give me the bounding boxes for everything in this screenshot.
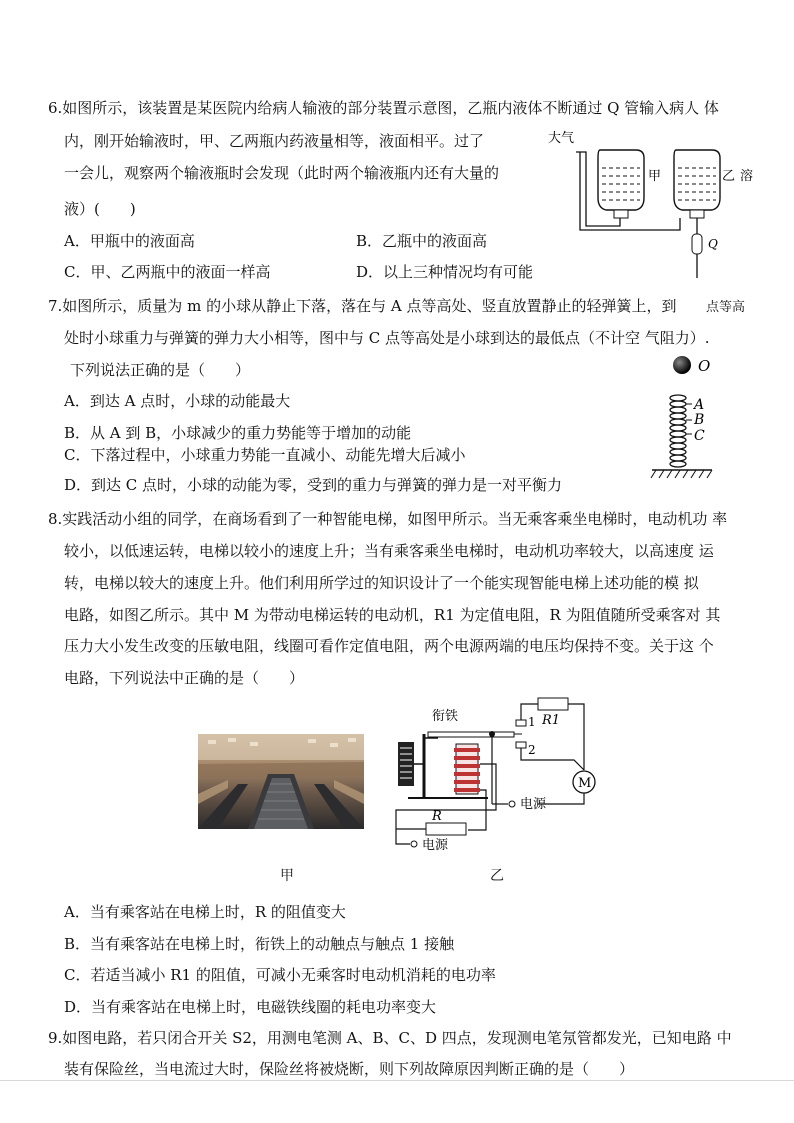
- q7-overlap-text: 点等高: [706, 300, 746, 315]
- q8-line-1: 8.实践活动小组的同学，在商场看到了一种智能电梯，如图甲所示。当无乘客乘坐电梯时，电动机功 率: [48, 510, 728, 528]
- q8-line-4: 电路，如图乙所示。其中 M 为带动电梯运转的电动机，R1 为定值电阻，R 为阻值随所受乘客对 其: [64, 606, 721, 624]
- q7-option-d: D．到达 C 点时，小球的动能为零，受到的重力与弹簧的弹力是一对平衡力: [64, 476, 563, 494]
- escalator-photo: [198, 734, 364, 829]
- q6-option-b: B．乙瓶中的液面高: [356, 232, 488, 250]
- contact-1-icon: [516, 720, 526, 726]
- q7-option-a: A．到达 A 点时，小球的动能最大: [64, 392, 291, 410]
- point-o-label: O: [698, 357, 711, 375]
- armature-icon: [428, 732, 514, 737]
- q7-line-1: 7.如图所示，质量为 m 的小球从静止下落，落在与 A 点等高处、竖直放置静止的轻弹簧上，到: [48, 297, 677, 315]
- q6-line-1: 6.如图所示，该装置是某医院内给病人输液的部分装置示意图，乙瓶内液体不断通过 Q 管输入病人 体: [48, 99, 719, 117]
- q6-line-2: 内，刚开始输液时，甲、乙两瓶内药液量相等，液面相平。过了: [64, 132, 485, 150]
- contact-2-label: 2: [528, 743, 536, 757]
- ball-icon: [673, 356, 691, 374]
- q7-option-b: B．从 A 到 B，小球减少的重力势能等于增加的动能: [64, 424, 412, 442]
- q7-line-3: 下列说法正确的是（ ）: [70, 361, 251, 379]
- iv-drip-figure: [540, 128, 770, 288]
- source-2-label: 电源: [422, 838, 449, 853]
- q8-line-2: 较小，以低速运转，电梯以较小的速度上升；当有乘客乘坐电梯时，电动机功率较大，以高速度 运: [64, 542, 714, 560]
- contact-2-icon: [516, 742, 526, 748]
- q7-line-2: 处时小球重力与弹簧的弹力大小相等，图中与 C 点等高处是小球到达的最低点（不计空 气阻力）.: [64, 329, 710, 347]
- source-1-label: 电源: [520, 797, 547, 812]
- q9-line-1: 9.如图电路，若只闭合开关 S2，用测电笔测 A、B、C、D 四点，发现测电笔氖管都发光，已知电路 中: [48, 1029, 732, 1047]
- smart-elevator-circuit: [388, 694, 618, 860]
- q8-line-6: 电路，下列说法中正确的是（ ）: [64, 669, 305, 687]
- resistor-r1-label: R1: [542, 713, 561, 728]
- caption-yi: 乙: [490, 868, 504, 884]
- spring-icon: [670, 395, 686, 467]
- q8-line-5: 压力大小发生改变的压敏电阻，线圈可看作定值电阻，两个电源两端的电压均保持不变。关于这 个: [64, 637, 714, 655]
- q8-line-3: 转，电梯以较大的速度上升。他们利用所学过的知识设计了一个能实现智能电梯上述功能的模 拟: [64, 574, 699, 592]
- q7-option-c: C．下落过程中，小球重力势能一直减小、动能先增大后减小: [64, 446, 466, 464]
- q8-option-d: D．当有乘客站在电梯上时，电磁铁线圈的耗电功率变大: [64, 998, 437, 1016]
- bottle-yi-label: 乙: [722, 169, 736, 184]
- caption-jia: 甲: [280, 868, 294, 884]
- q6-line-4: 液）( ): [64, 200, 136, 218]
- contact-1-label: 1: [528, 715, 536, 729]
- motor-label: M: [578, 776, 592, 791]
- resistor-r1-icon: [538, 698, 568, 710]
- point-b-label: B: [694, 412, 705, 428]
- q8-option-c: C．若适当减小 R1 的阻值，可减小无乘客时电动机消耗的电功率: [64, 966, 496, 984]
- point-c-label: C: [694, 428, 705, 444]
- resistor-r-label: R: [432, 809, 442, 824]
- q6-option-d: D．以上三种情况均有可能: [356, 263, 534, 281]
- q6-line-3: 一会儿，观察两个输液瓶时会发现（此时两个输液瓶内还有大量的: [64, 164, 500, 182]
- q6-option-a: A．甲瓶中的液面高: [64, 232, 195, 250]
- resistor-r-icon: [426, 823, 466, 835]
- armature-label: 衔铁: [432, 709, 459, 724]
- q9-line-2: 装有保险丝，当电流过大时，保险丝将被烧断，则下列故障原因判断正确的是（ ）: [64, 1060, 635, 1078]
- page-divider: [0, 1080, 794, 1081]
- bottle-jia-label: 甲: [648, 169, 662, 184]
- solution-label: 溶: [740, 169, 754, 184]
- q8-option-b: B．当有乘客站在电梯上时，衔铁上的动触点与触点 1 接触: [64, 935, 455, 953]
- q8-option-a: A．当有乘客站在电梯上时，R 的阻值变大: [64, 903, 346, 921]
- spring-block-icon: [398, 742, 414, 786]
- q-tube-label: Q: [708, 237, 718, 251]
- q6-option-c: C．甲、乙两瓶中的液面一样高: [64, 263, 271, 281]
- point-a-label: A: [694, 397, 705, 413]
- atmosphere-label: 大气: [548, 131, 575, 146]
- ball-spring-figure: [646, 352, 726, 482]
